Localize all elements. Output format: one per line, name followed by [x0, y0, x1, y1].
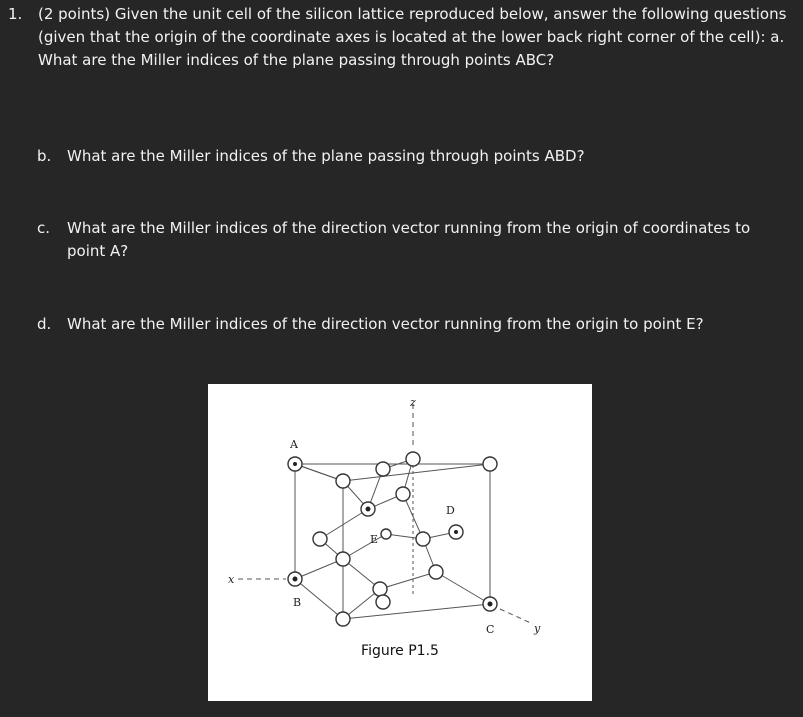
question-c-text: What are the Miller indices of the direction vector running from the origin of coordinates to point A?: [67, 219, 751, 260]
label-z-axis: z: [410, 396, 416, 409]
label-e: E: [370, 533, 379, 546]
label-c: C: [486, 623, 495, 636]
question-number: 1.: [8, 5, 23, 23]
figure-caption: Figure P1.5: [361, 643, 439, 659]
question-c-marker: c.: [37, 219, 51, 237]
question-d-text: What are the Miller indices of the direction vector running from the origin to point E?: [67, 315, 704, 333]
label-x-axis: x: [228, 573, 235, 586]
label-a: A: [290, 438, 298, 451]
label-b: B: [293, 596, 302, 609]
question-a-text: (2 points) Given the unit cell of the silicon lattice reproduced below, answer the following questions (given that the origin of the coordinate axes is located at the lower back right corner of the cell): a. What are the Miller indices of the plane passing through points ABC?: [38, 5, 787, 69]
label-d: D: [446, 504, 455, 517]
silicon-lattice-figure: [208, 384, 592, 701]
label-y-axis: y: [534, 622, 541, 635]
question-d-marker: d.: [37, 315, 52, 333]
question-b-text: What are the Miller indices of the plane passing through points ABD?: [67, 147, 585, 165]
question-b-marker: b.: [37, 147, 52, 165]
